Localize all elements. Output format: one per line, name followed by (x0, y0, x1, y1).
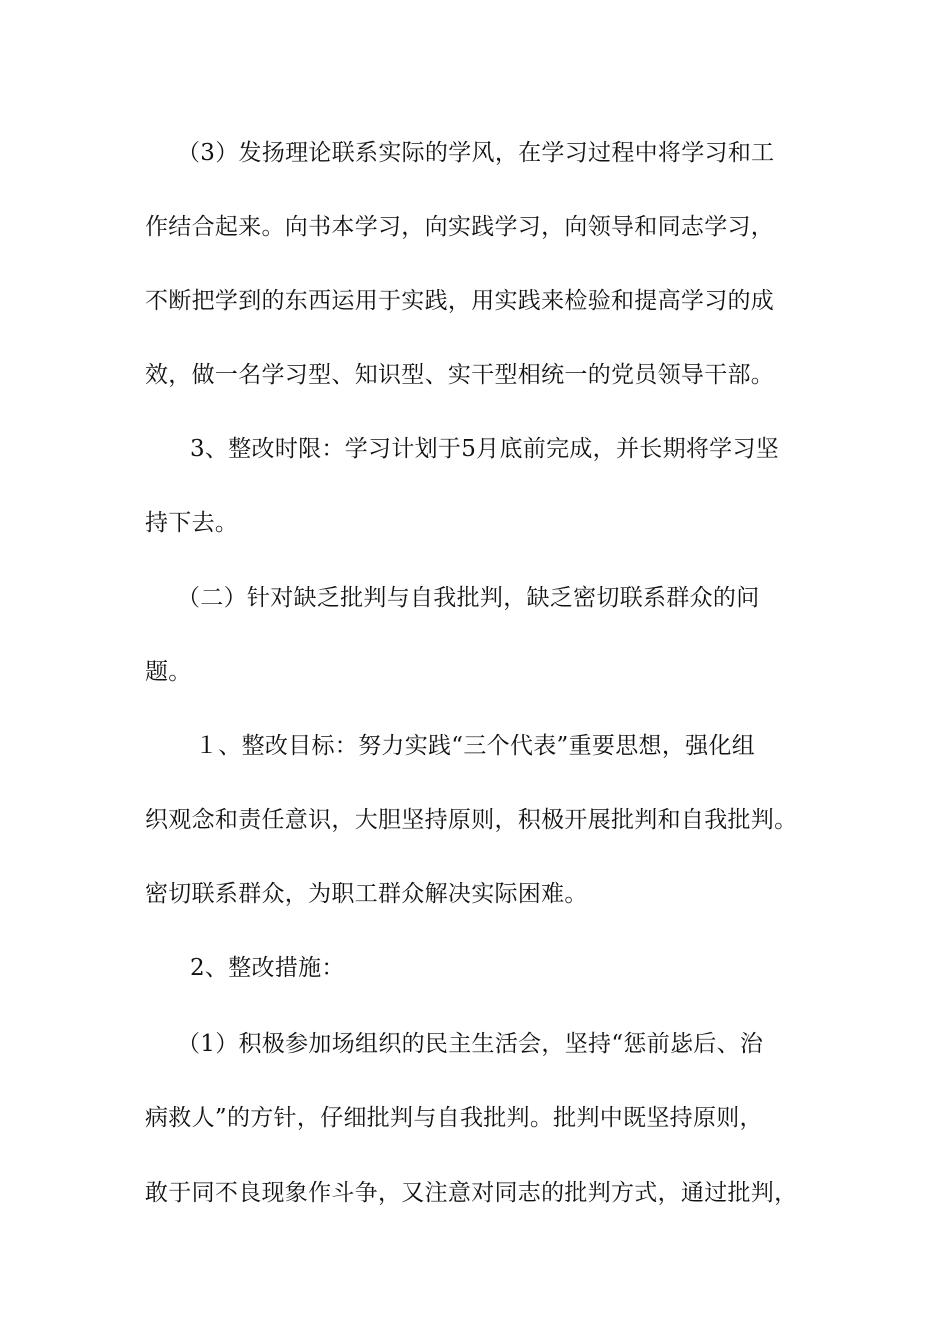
paragraph-line: 敢于同不良现象作斗争，又注意对同志的批判方式，通过批判， (145, 1180, 798, 1206)
paragraph-line: （3）发扬理论联系实际的学风，在学习过程中将学习和工 (177, 140, 775, 166)
paragraph-line: １、整改目标：努力实践“三个代表”重要思想，强化组 (195, 733, 756, 759)
paragraph-line: （1）积极参加场组织的民主生活会，坚持“惩前毖后、治 (177, 1031, 764, 1057)
paragraph-line: 3、整改时限：学习计划于5月底前完成，并长期将学习坚 (190, 436, 780, 462)
section-heading-line: （二）针对缺乏批判与自我批判，缺乏密切联系群众的问 (177, 585, 760, 611)
paragraph-line: 2、整改措施： (190, 955, 345, 981)
paragraph-line: 效，做一名学习型、知识型、实干型相统一的党员领导干部。 (145, 362, 775, 388)
paragraph-line: 作结合起来。向书本学习，向实践学习，向领导和同志学习， (145, 214, 775, 240)
section-heading-line: 题。 (145, 659, 192, 685)
paragraph-line: 持下去。 (145, 510, 239, 536)
paragraph-line: 不断把学到的东西运用于实践，用实践来检验和提高学习的成 (145, 288, 775, 314)
paragraph-line: 密切联系群众，为职工群众解决实际困难。 (145, 881, 588, 907)
paragraph-line: 病救人”的方针，仔细批判与自我批判。批判中既坚持原则， (145, 1105, 763, 1131)
paragraph-line: 织观念和责任意识，大胆坚持原则，积极开展批判和自我批判。 (145, 807, 798, 833)
